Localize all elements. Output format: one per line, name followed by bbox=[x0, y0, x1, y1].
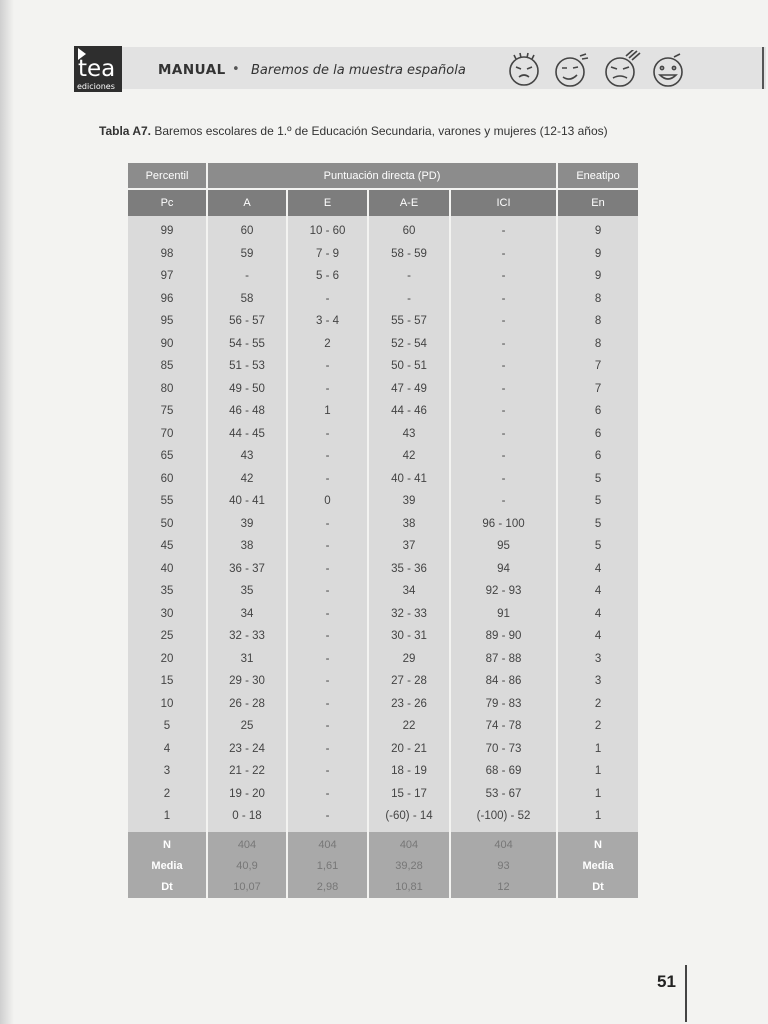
manual-title: MANUAL bbox=[158, 62, 226, 78]
table-cell: 43 bbox=[207, 445, 287, 468]
table-cell: 5 bbox=[557, 513, 638, 536]
table-cell: 25 bbox=[207, 715, 287, 738]
table-row bbox=[128, 445, 638, 468]
stats-value: 40,9 bbox=[207, 856, 287, 877]
table-cell: (-60) - 14 bbox=[368, 805, 450, 832]
stats-value: 2,98 bbox=[287, 877, 368, 898]
table-cell: 70 - 73 bbox=[450, 738, 557, 761]
table-cell: 35 bbox=[207, 580, 287, 603]
table-cell: - bbox=[287, 580, 368, 603]
table-cell: 49 - 50 bbox=[207, 378, 287, 401]
column-header-pc: Pc bbox=[128, 189, 207, 216]
table-cell: - bbox=[450, 468, 557, 491]
table-cell: 89 - 90 bbox=[450, 625, 557, 648]
table-cell: 70 bbox=[128, 423, 207, 446]
table-caption-label: Tabla A7. bbox=[99, 124, 152, 138]
table-cell: 5 bbox=[557, 468, 638, 491]
table-cell: 50 bbox=[128, 513, 207, 536]
table-cell: 10 bbox=[128, 693, 207, 716]
table-cell: 5 bbox=[557, 490, 638, 513]
table-cell: 34 bbox=[207, 603, 287, 626]
table-cell: 4 bbox=[557, 603, 638, 626]
table-cell: 25 bbox=[128, 625, 207, 648]
table-row bbox=[128, 783, 638, 806]
table-cell: 31 bbox=[207, 648, 287, 671]
table-column-header-row bbox=[128, 189, 638, 216]
table-row bbox=[128, 468, 638, 491]
table-cell: 2 bbox=[128, 783, 207, 806]
table-row bbox=[128, 558, 638, 581]
table-cell: - bbox=[450, 445, 557, 468]
column-header-en: En bbox=[557, 189, 638, 216]
table-cell: 95 bbox=[128, 310, 207, 333]
table-cell: 3 bbox=[557, 670, 638, 693]
logo-subtext: ediciones bbox=[77, 82, 115, 91]
table-cell: 87 - 88 bbox=[450, 648, 557, 671]
stats-row bbox=[128, 856, 638, 877]
table-cell: 3 bbox=[128, 760, 207, 783]
table-stats bbox=[128, 832, 638, 898]
group-header-eneatipo: Eneatipo bbox=[557, 163, 638, 189]
table-cell: 4 bbox=[128, 738, 207, 761]
table-cell: 92 - 93 bbox=[450, 580, 557, 603]
table-cell: 29 bbox=[368, 648, 450, 671]
smirking-face-icon bbox=[556, 54, 588, 86]
table-cell: 6 bbox=[557, 400, 638, 423]
stats-label: Dt bbox=[128, 877, 207, 898]
table-cell: - bbox=[287, 805, 368, 832]
table-cell: - bbox=[450, 490, 557, 513]
table-cell: - bbox=[450, 355, 557, 378]
table-cell: 85 bbox=[128, 355, 207, 378]
table-cell: - bbox=[287, 288, 368, 311]
stats-value: 10,07 bbox=[207, 877, 287, 898]
table-cell: 58 bbox=[207, 288, 287, 311]
table-cell: 19 - 20 bbox=[207, 783, 287, 806]
column-header-a-e: A-E bbox=[368, 189, 450, 216]
table-cell: 1 bbox=[557, 738, 638, 761]
table-cell: 15 - 17 bbox=[368, 783, 450, 806]
table-cell: 84 - 86 bbox=[450, 670, 557, 693]
stats-label: N bbox=[557, 832, 638, 856]
table-cell: 96 - 100 bbox=[450, 513, 557, 536]
manual-subtitle: Baremos de la muestra española bbox=[251, 63, 466, 78]
table-cell: 38 bbox=[368, 513, 450, 536]
stats-label: Dt bbox=[557, 877, 638, 898]
stats-label: Media bbox=[557, 856, 638, 877]
table-cell: 97 bbox=[128, 265, 207, 288]
group-header-percentil: Percentil bbox=[128, 163, 207, 189]
table-cell: 1 bbox=[557, 760, 638, 783]
table-cell: - bbox=[287, 558, 368, 581]
column-header-ici: ICI bbox=[450, 189, 557, 216]
table-cell: 7 bbox=[557, 355, 638, 378]
table-cell: 75 bbox=[128, 400, 207, 423]
table-cell: 3 - 4 bbox=[287, 310, 368, 333]
stats-label: N bbox=[128, 832, 207, 856]
stats-value: 10,81 bbox=[368, 877, 450, 898]
table-cell: 59 bbox=[207, 243, 287, 266]
table-cell: 39 bbox=[207, 513, 287, 536]
table-cell: 4 bbox=[557, 625, 638, 648]
table-cell: 51 - 53 bbox=[207, 355, 287, 378]
table-cell: 40 - 41 bbox=[207, 490, 287, 513]
table-cell: - bbox=[450, 423, 557, 446]
column-header-a: A bbox=[207, 189, 287, 216]
table-cell: - bbox=[450, 310, 557, 333]
table-cell: 74 - 78 bbox=[450, 715, 557, 738]
table-cell: - bbox=[450, 288, 557, 311]
table-row bbox=[128, 310, 638, 333]
table-cell: 53 - 67 bbox=[450, 783, 557, 806]
table-cell: - bbox=[287, 603, 368, 626]
table-cell: - bbox=[368, 265, 450, 288]
table-group-header-row bbox=[128, 163, 638, 189]
table-cell: - bbox=[287, 625, 368, 648]
table-cell: 18 - 19 bbox=[368, 760, 450, 783]
table-cell: 99 bbox=[128, 216, 207, 243]
table-row bbox=[128, 805, 638, 832]
table-row bbox=[128, 423, 638, 446]
table-body bbox=[128, 216, 638, 832]
logo-text: tea bbox=[78, 56, 116, 82]
table-cell: - bbox=[287, 715, 368, 738]
table-cell: 55 - 57 bbox=[368, 310, 450, 333]
header-separator: • bbox=[232, 62, 240, 77]
baremos-table bbox=[128, 163, 638, 898]
stats-value: 404 bbox=[368, 832, 450, 856]
table-cell: 6 bbox=[557, 445, 638, 468]
table-cell: 36 - 37 bbox=[207, 558, 287, 581]
table-cell: 60 bbox=[128, 468, 207, 491]
table-cell: 38 bbox=[207, 535, 287, 558]
table-cell: 4 bbox=[557, 580, 638, 603]
table-cell: - bbox=[287, 355, 368, 378]
stats-value: 12 bbox=[450, 877, 557, 898]
table-cell: 52 - 54 bbox=[368, 333, 450, 356]
table-row bbox=[128, 625, 638, 648]
table-row bbox=[128, 670, 638, 693]
table-cell: 39 bbox=[368, 490, 450, 513]
table-cell: 79 - 83 bbox=[450, 693, 557, 716]
table-cell: 37 bbox=[368, 535, 450, 558]
angry-face-icon bbox=[606, 50, 640, 86]
table-cell: 60 bbox=[207, 216, 287, 243]
table-cell: 7 - 9 bbox=[287, 243, 368, 266]
table-cell: 80 bbox=[128, 378, 207, 401]
table-cell: 32 - 33 bbox=[368, 603, 450, 626]
table-cell: 32 - 33 bbox=[207, 625, 287, 648]
table-row bbox=[128, 603, 638, 626]
table-cell: 23 - 24 bbox=[207, 738, 287, 761]
table-cell: 40 - 41 bbox=[368, 468, 450, 491]
table-cell: - bbox=[287, 670, 368, 693]
table-cell: - bbox=[287, 423, 368, 446]
table-cell: 46 - 48 bbox=[207, 400, 287, 423]
table-cell: 2 bbox=[287, 333, 368, 356]
table-cell: 94 bbox=[450, 558, 557, 581]
table-cell: - bbox=[287, 648, 368, 671]
table-cell: 60 bbox=[368, 216, 450, 243]
table-cell: - bbox=[450, 378, 557, 401]
table-row bbox=[128, 693, 638, 716]
stats-value: 93 bbox=[450, 856, 557, 877]
table-cell: - bbox=[287, 513, 368, 536]
table-cell: 8 bbox=[557, 288, 638, 311]
table-cell: 27 - 28 bbox=[368, 670, 450, 693]
table-cell: 95 bbox=[450, 535, 557, 558]
table-cell: 44 - 45 bbox=[207, 423, 287, 446]
table-cell: - bbox=[287, 738, 368, 761]
table-cell: 8 bbox=[557, 310, 638, 333]
table-cell: (-100) - 52 bbox=[450, 805, 557, 832]
table-row bbox=[128, 355, 638, 378]
table-cell: - bbox=[450, 243, 557, 266]
publisher-logo bbox=[74, 46, 122, 92]
table-cell: - bbox=[287, 378, 368, 401]
stats-row bbox=[128, 877, 638, 898]
table-row bbox=[128, 648, 638, 671]
table-row bbox=[128, 715, 638, 738]
table-cell: 6 bbox=[557, 423, 638, 446]
table-cell: 9 bbox=[557, 265, 638, 288]
table-cell: 58 - 59 bbox=[368, 243, 450, 266]
table-row bbox=[128, 265, 638, 288]
table-cell: 30 - 31 bbox=[368, 625, 450, 648]
table-cell: 20 - 21 bbox=[368, 738, 450, 761]
table-cell: 4 bbox=[557, 558, 638, 581]
table-cell: 56 - 57 bbox=[207, 310, 287, 333]
table-cell: - bbox=[287, 760, 368, 783]
stats-value: 404 bbox=[207, 832, 287, 856]
table-cell: - bbox=[368, 288, 450, 311]
table-cell: - bbox=[287, 468, 368, 491]
table-cell: 5 bbox=[557, 535, 638, 558]
group-header-puntuacion: Puntuación directa (PD) bbox=[207, 163, 557, 189]
table-cell: 0 - 18 bbox=[207, 805, 287, 832]
stats-value: 404 bbox=[287, 832, 368, 856]
table-cell: - bbox=[207, 265, 287, 288]
table-cell: 35 bbox=[128, 580, 207, 603]
table-cell: 47 - 49 bbox=[368, 378, 450, 401]
table-cell: 1 bbox=[557, 805, 638, 832]
table-cell: 34 bbox=[368, 580, 450, 603]
table-cell: 90 bbox=[128, 333, 207, 356]
table-cell: 1 bbox=[128, 805, 207, 832]
table-cell: 23 - 26 bbox=[368, 693, 450, 716]
table-row bbox=[128, 243, 638, 266]
table-cell: 0 bbox=[287, 490, 368, 513]
stats-row bbox=[128, 832, 638, 856]
table-row bbox=[128, 288, 638, 311]
surprised-face-icon bbox=[510, 53, 538, 85]
table-cell: 20 bbox=[128, 648, 207, 671]
table-cell: 44 - 46 bbox=[368, 400, 450, 423]
table-cell: 68 - 69 bbox=[450, 760, 557, 783]
table-cell: 9 bbox=[557, 216, 638, 243]
table-row bbox=[128, 738, 638, 761]
table-row bbox=[128, 400, 638, 423]
column-header-e: E bbox=[287, 189, 368, 216]
table-cell: - bbox=[450, 216, 557, 243]
table-cell: 9 bbox=[557, 243, 638, 266]
table-caption-text: Baremos escolares de 1.º de Educación Secundaria, varones y mujeres (12-13 años) bbox=[151, 124, 608, 138]
table-row bbox=[128, 513, 638, 536]
table-row bbox=[128, 378, 638, 401]
table-row bbox=[128, 490, 638, 513]
table-cell: - bbox=[450, 265, 557, 288]
table-cell: 15 bbox=[128, 670, 207, 693]
page-number: 51 bbox=[657, 972, 676, 991]
header-faces bbox=[502, 50, 692, 90]
table-row bbox=[128, 760, 638, 783]
table-cell: 5 - 6 bbox=[287, 265, 368, 288]
table-cell: 40 bbox=[128, 558, 207, 581]
table-cell: 96 bbox=[128, 288, 207, 311]
table-cell: 7 bbox=[557, 378, 638, 401]
table-row bbox=[128, 216, 638, 243]
table-cell: 42 bbox=[207, 468, 287, 491]
table-cell: 2 bbox=[557, 715, 638, 738]
table-cell: 54 - 55 bbox=[207, 333, 287, 356]
table-cell: 50 - 51 bbox=[368, 355, 450, 378]
table-cell: 2 bbox=[557, 693, 638, 716]
table-cell: 21 - 22 bbox=[207, 760, 287, 783]
table-cell: 98 bbox=[128, 243, 207, 266]
table-row bbox=[128, 333, 638, 356]
header-divider bbox=[762, 47, 764, 89]
table-cell: 3 bbox=[557, 648, 638, 671]
table-cell: - bbox=[450, 400, 557, 423]
table-cell: 22 bbox=[368, 715, 450, 738]
table-cell: - bbox=[287, 535, 368, 558]
stats-value: 404 bbox=[450, 832, 557, 856]
page-edge-shadow bbox=[0, 0, 14, 1024]
table-cell: 91 bbox=[450, 603, 557, 626]
stats-value: 39,28 bbox=[368, 856, 450, 877]
table-cell: 1 bbox=[287, 400, 368, 423]
table-cell: 45 bbox=[128, 535, 207, 558]
table-cell: - bbox=[287, 693, 368, 716]
table-cell: - bbox=[450, 333, 557, 356]
table-cell: 55 bbox=[128, 490, 207, 513]
table-cell: 43 bbox=[368, 423, 450, 446]
table-cell: 5 bbox=[128, 715, 207, 738]
table-row bbox=[128, 535, 638, 558]
table-cell: 65 bbox=[128, 445, 207, 468]
table-cell: 42 bbox=[368, 445, 450, 468]
table-cell: 8 bbox=[557, 333, 638, 356]
stats-value: 1,61 bbox=[287, 856, 368, 877]
table-cell: 35 - 36 bbox=[368, 558, 450, 581]
table-cell: 1 bbox=[557, 783, 638, 806]
table-row bbox=[128, 580, 638, 603]
happy-face-icon bbox=[654, 54, 682, 86]
table-cell: - bbox=[287, 445, 368, 468]
page-number-rule bbox=[685, 965, 687, 1022]
table-cell: 30 bbox=[128, 603, 207, 626]
stats-label: Media bbox=[128, 856, 207, 877]
table-cell: 29 - 30 bbox=[207, 670, 287, 693]
table-cell: 10 - 60 bbox=[287, 216, 368, 243]
table-caption bbox=[99, 124, 608, 138]
table-cell: - bbox=[287, 783, 368, 806]
table-cell: 26 - 28 bbox=[207, 693, 287, 716]
